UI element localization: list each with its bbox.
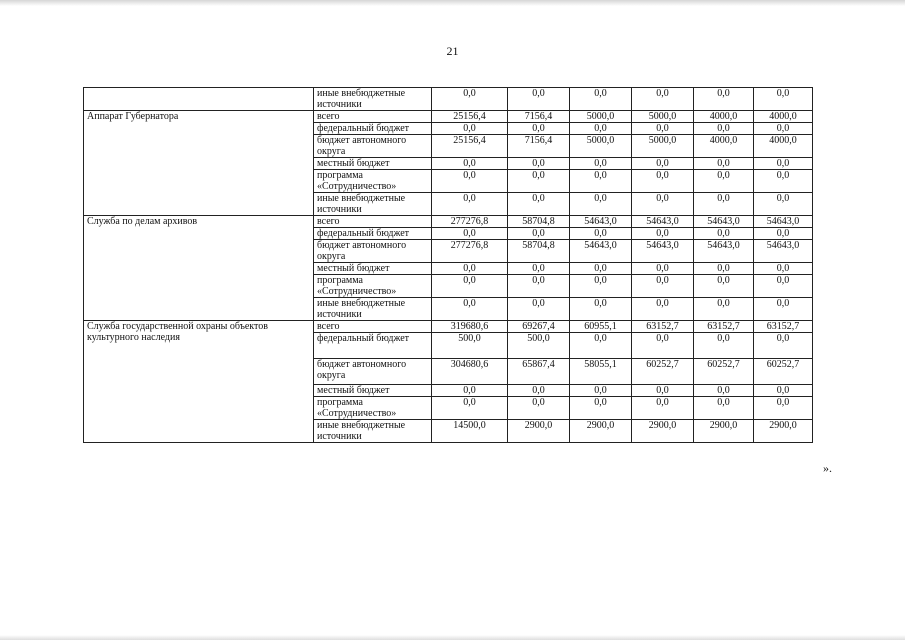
amount-cell: 0,0 — [432, 123, 508, 135]
amount-cell: 0,0 — [694, 170, 754, 193]
scan-edge-top — [0, 0, 905, 6]
amount-cell: 7156,4 — [508, 135, 570, 158]
amount-cell: 5000,0 — [632, 135, 694, 158]
amount-cell: 0,0 — [432, 275, 508, 298]
amount-cell: 0,0 — [508, 298, 570, 321]
amount-cell: 500,0 — [432, 333, 508, 359]
amount-cell: 58055,1 — [570, 359, 632, 385]
amount-cell: 0,0 — [632, 298, 694, 321]
funding-source-cell: всего — [314, 111, 432, 123]
amount-cell: 0,0 — [632, 385, 694, 397]
amount-cell: 0,0 — [632, 88, 694, 111]
amount-cell: 0,0 — [754, 228, 813, 240]
amount-cell: 0,0 — [508, 170, 570, 193]
amount-cell: 0,0 — [632, 263, 694, 275]
amount-cell: 0,0 — [570, 385, 632, 397]
amount-cell: 54643,0 — [754, 240, 813, 263]
amount-cell: 0,0 — [694, 397, 754, 420]
amount-cell: 0,0 — [432, 397, 508, 420]
amount-cell: 0,0 — [508, 275, 570, 298]
amount-cell: 58704,8 — [508, 216, 570, 228]
amount-cell: 500,0 — [508, 333, 570, 359]
amount-cell: 4000,0 — [754, 135, 813, 158]
table-row — [84, 88, 813, 111]
amount-cell: 0,0 — [694, 298, 754, 321]
amount-cell: 60252,7 — [694, 359, 754, 385]
amount-cell: 4000,0 — [694, 135, 754, 158]
amount-cell: 0,0 — [632, 193, 694, 216]
amount-cell: 0,0 — [508, 158, 570, 170]
amount-cell: 58704,8 — [508, 240, 570, 263]
amount-cell: 0,0 — [570, 158, 632, 170]
amount-cell: 54643,0 — [632, 240, 694, 263]
amount-cell: 25156,4 — [432, 135, 508, 158]
amount-cell: 0,0 — [570, 263, 632, 275]
amount-cell: 0,0 — [632, 170, 694, 193]
amount-cell: 0,0 — [754, 123, 813, 135]
amount-cell: 0,0 — [508, 263, 570, 275]
amount-cell: 0,0 — [508, 385, 570, 397]
amount-cell: 60252,7 — [754, 359, 813, 385]
budget-table-body — [84, 88, 813, 443]
amount-cell: 0,0 — [754, 298, 813, 321]
amount-cell: 54643,0 — [694, 240, 754, 263]
amount-cell: 0,0 — [508, 123, 570, 135]
amount-cell: 277276,8 — [432, 216, 508, 228]
funding-source-cell: всего — [314, 216, 432, 228]
amount-cell: 14500,0 — [432, 420, 508, 443]
funding-source-cell: иные внебюджетные источники — [314, 420, 432, 443]
amount-cell: 0,0 — [432, 88, 508, 111]
amount-cell: 0,0 — [694, 333, 754, 359]
amount-cell: 54643,0 — [694, 216, 754, 228]
page-number: 21 — [446, 44, 459, 58]
funding-source-cell: федеральный бюджет — [314, 333, 432, 359]
amount-cell: 0,0 — [694, 88, 754, 111]
amount-cell: 63152,7 — [632, 321, 694, 333]
amount-cell: 2900,0 — [508, 420, 570, 443]
amount-cell: 0,0 — [754, 193, 813, 216]
amount-cell: 4000,0 — [754, 111, 813, 123]
funding-source-cell: иные внебюджетные источники — [314, 88, 432, 111]
funding-source-cell: программа «Сотрудничество» — [314, 170, 432, 193]
funding-source-cell: федеральный бюджет — [314, 123, 432, 135]
amount-cell: 0,0 — [632, 397, 694, 420]
funding-source-cell: местный бюджет — [314, 263, 432, 275]
amount-cell: 0,0 — [632, 275, 694, 298]
funding-source-cell: всего — [314, 321, 432, 333]
amount-cell: 5000,0 — [570, 135, 632, 158]
scan-edge-bottom — [0, 635, 905, 640]
amount-cell: 5000,0 — [570, 111, 632, 123]
amount-cell: 2900,0 — [754, 420, 813, 443]
amount-cell: 0,0 — [632, 123, 694, 135]
amount-cell: 54643,0 — [570, 216, 632, 228]
amount-cell: 0,0 — [694, 228, 754, 240]
amount-cell: 0,0 — [694, 263, 754, 275]
organization-cell: Служба государственной охраны объектов культурного наследия — [84, 321, 314, 443]
amount-cell: 2900,0 — [570, 420, 632, 443]
amount-cell: 60252,7 — [632, 359, 694, 385]
funding-source-cell: федеральный бюджет — [314, 228, 432, 240]
amount-cell: 60955,1 — [570, 321, 632, 333]
amount-cell: 0,0 — [694, 123, 754, 135]
organization-cell: Аппарат Губернатора — [84, 111, 314, 216]
budget-table — [83, 87, 813, 443]
amount-cell: 7156,4 — [508, 111, 570, 123]
closing-quote-mark: ». — [823, 461, 832, 475]
table-row — [84, 216, 813, 228]
amount-cell: 0,0 — [432, 263, 508, 275]
amount-cell: 0,0 — [754, 397, 813, 420]
amount-cell: 63152,7 — [694, 321, 754, 333]
amount-cell: 63152,7 — [754, 321, 813, 333]
table-row — [84, 321, 813, 333]
funding-source-cell: бюджет автономного округа — [314, 135, 432, 158]
amount-cell: 0,0 — [508, 193, 570, 216]
amount-cell: 54643,0 — [632, 216, 694, 228]
amount-cell: 0,0 — [754, 333, 813, 359]
amount-cell: 0,0 — [432, 298, 508, 321]
amount-cell: 0,0 — [432, 170, 508, 193]
amount-cell: 25156,4 — [432, 111, 508, 123]
amount-cell: 2900,0 — [632, 420, 694, 443]
amount-cell: 0,0 — [570, 333, 632, 359]
amount-cell: 0,0 — [508, 397, 570, 420]
amount-cell: 0,0 — [694, 385, 754, 397]
amount-cell: 0,0 — [754, 385, 813, 397]
funding-source-cell: бюджет автономного округа — [314, 359, 432, 385]
funding-source-cell: местный бюджет — [314, 158, 432, 170]
amount-cell: 0,0 — [632, 333, 694, 359]
amount-cell: 2900,0 — [694, 420, 754, 443]
amount-cell: 0,0 — [694, 193, 754, 216]
funding-source-cell: иные внебюджетные источники — [314, 298, 432, 321]
amount-cell: 0,0 — [754, 88, 813, 111]
amount-cell: 319680,6 — [432, 321, 508, 333]
amount-cell: 0,0 — [754, 263, 813, 275]
funding-source-cell: программа «Сотрудничество» — [314, 397, 432, 420]
amount-cell: 5000,0 — [632, 111, 694, 123]
amount-cell: 0,0 — [694, 275, 754, 298]
amount-cell: 0,0 — [570, 170, 632, 193]
funding-source-cell: бюджет автономного округа — [314, 240, 432, 263]
amount-cell: 0,0 — [694, 158, 754, 170]
amount-cell: 0,0 — [432, 193, 508, 216]
amount-cell: 65867,4 — [508, 359, 570, 385]
funding-source-cell: иные внебюджетные источники — [314, 193, 432, 216]
amount-cell: 69267,4 — [508, 321, 570, 333]
amount-cell: 0,0 — [570, 298, 632, 321]
funding-source-cell: программа «Сотрудничество» — [314, 275, 432, 298]
amount-cell: 0,0 — [570, 88, 632, 111]
amount-cell: 0,0 — [508, 228, 570, 240]
amount-cell: 277276,8 — [432, 240, 508, 263]
amount-cell: 54643,0 — [754, 216, 813, 228]
amount-cell: 4000,0 — [694, 111, 754, 123]
amount-cell: 0,0 — [432, 158, 508, 170]
amount-cell: 54643,0 — [570, 240, 632, 263]
amount-cell: 0,0 — [570, 275, 632, 298]
organization-cell — [84, 88, 314, 111]
organization-cell: Служба по делам архивов — [84, 216, 314, 321]
amount-cell: 304680,6 — [432, 359, 508, 385]
amount-cell: 0,0 — [508, 88, 570, 111]
table-row — [84, 111, 813, 123]
amount-cell: 0,0 — [754, 158, 813, 170]
amount-cell: 0,0 — [754, 275, 813, 298]
funding-source-cell: местный бюджет — [314, 385, 432, 397]
amount-cell: 0,0 — [632, 158, 694, 170]
amount-cell: 0,0 — [570, 193, 632, 216]
amount-cell: 0,0 — [432, 228, 508, 240]
amount-cell: 0,0 — [570, 397, 632, 420]
amount-cell: 0,0 — [570, 228, 632, 240]
amount-cell: 0,0 — [754, 170, 813, 193]
amount-cell: 0,0 — [570, 123, 632, 135]
amount-cell: 0,0 — [632, 228, 694, 240]
amount-cell: 0,0 — [432, 385, 508, 397]
